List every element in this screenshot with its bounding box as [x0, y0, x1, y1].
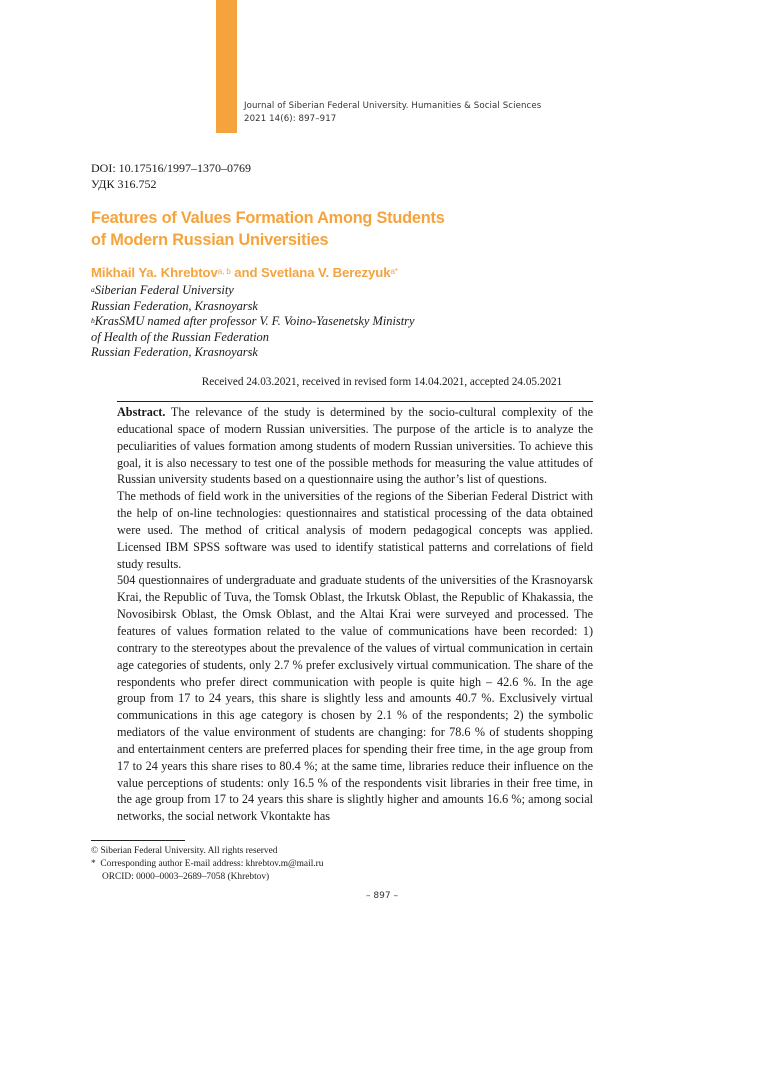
abstract-label: Abstract. — [117, 405, 166, 419]
journal-header — [244, 100, 541, 125]
author-2: Svetlana V. Berezyuk — [260, 265, 391, 280]
author-1-affil-marker: a, b — [217, 267, 231, 276]
journal-issue: 2021 14(6): 897–917 — [244, 113, 337, 124]
footnote-divider — [91, 840, 185, 841]
journal-accent-bar — [216, 0, 237, 133]
udk: УДК 316.752 — [91, 176, 157, 191]
abstract-divider — [117, 401, 593, 402]
corresponding-author-note: * Corresponding author E-mail address: khrebtov.m@mail.ru — [91, 859, 324, 869]
authors — [91, 264, 398, 281]
doi-block — [91, 161, 251, 192]
affiliations — [91, 283, 611, 361]
abstract — [117, 404, 593, 825]
affiliation-a — [91, 283, 611, 299]
article-title-line2: of Modern Russian Universities — [91, 230, 329, 249]
received-dates: Received 24.03.2021, received in revised form 14.04.2021, accepted 24.05.2021 — [201, 376, 563, 388]
author-1: Mikhail Ya. Khrebtov — [91, 265, 218, 280]
page-number: – 897 – — [366, 891, 398, 901]
authors-conjunction: and — [230, 265, 261, 280]
affiliation-b-institution: KrasSMU named after professor V. F. Voino-Yasenetsky Ministry — [94, 314, 415, 329]
affiliation-a-marker: a — [91, 285, 95, 294]
footnotes — [91, 845, 323, 884]
copyright-note: © Siberian Federal University. All rights reserved — [91, 846, 278, 856]
affiliation-b — [91, 314, 611, 330]
orcid-note: ORCID: 0000–0003–2689–7058 (Khrebtov) — [102, 872, 270, 882]
abstract-paragraph-2: The methods of field work in the universities of the regions of the Siberian Federal District with the help of on-line technologies: questionnaires and statistical processing of the data obtained were used. The method of critical analysis of modern pedagogical concepts was applied. Licensed IBM SPSS software was used to identify statistical patterns and correlations of field study results. — [117, 489, 593, 571]
article-title-line1: Features of Values Formation Among Students — [91, 209, 445, 227]
journal-name: Journal of Siberian Federal University. Humanities & Social Sciences — [244, 101, 542, 111]
doi: DOI: 10.17516/1997–1370–0769 — [91, 161, 251, 175]
affiliation-b-ministry: of Health of the Russian Federation — [91, 329, 269, 344]
affiliation-a-institution: Siberian Federal University — [94, 283, 234, 297]
affiliation-b-location: Russian Federation, Krasnoyarsk — [91, 345, 258, 360]
article-title — [91, 208, 651, 251]
abstract-paragraph-1 — [117, 404, 593, 488]
affiliation-b-marker: b — [91, 316, 95, 326]
abstract-paragraph-3: 504 questionnaires of undergraduate and graduate students of the universities of the Krasnoyarsk Krai, the Republic of Tuva, the Tomsk Oblast, the Irkutsk Oblast, the Republic of Khakassia, the Novosibirsk Oblast, the Omsk Oblast, and the Altai Krai were surveyed and processed. The features of values formation related to the value of communications have been recorded: 1) contrary to the stereotypes about the prevalence of the values of virtual communication in certain age categories of students, only 2.7 % prefer exclusively virtual communication. The share of the respondents who prefer direct communication with people is quite high – 42.6 %. In the age group from 17 to 24 years, this share is slightly less and amounts 40.7 %. Exclusively virtual communications in this age category is chosen by 2.1 % of the respondents; 2) the symbolic mediators of the value environment of students are changing: for 78.6 % of students shopping and entertainment centers are preferred places for spending their free time, in the age group from 17 to 24 years this share rises to 80.4 %; at the same time, libraries reduce their influence on the value perceptions of students: only 16.5 % of the respondents visit libraries in their free time, in the age group from 17 to 24 years this share is slightly higher and amounts 16.6 %; among social networks, the social network Vkontakte has — [117, 573, 593, 824]
abstract-text-1: The relevance of the study is determined by the socio-cultural complexity of the educational space of modern Russian universities. The purpose of the article is to analyze the peculiarities of values formation among students of modern Russian universities. To achieve this goal, it is also necessary to test one of the possible methods for measuring the value attitudes of Russian university students based on a questionnaire using the author’s list of questions. — [117, 405, 593, 487]
affiliation-a-location: Russian Federation, Krasnoyarsk — [91, 298, 258, 313]
author-2-affil-marker: a* — [390, 267, 398, 276]
